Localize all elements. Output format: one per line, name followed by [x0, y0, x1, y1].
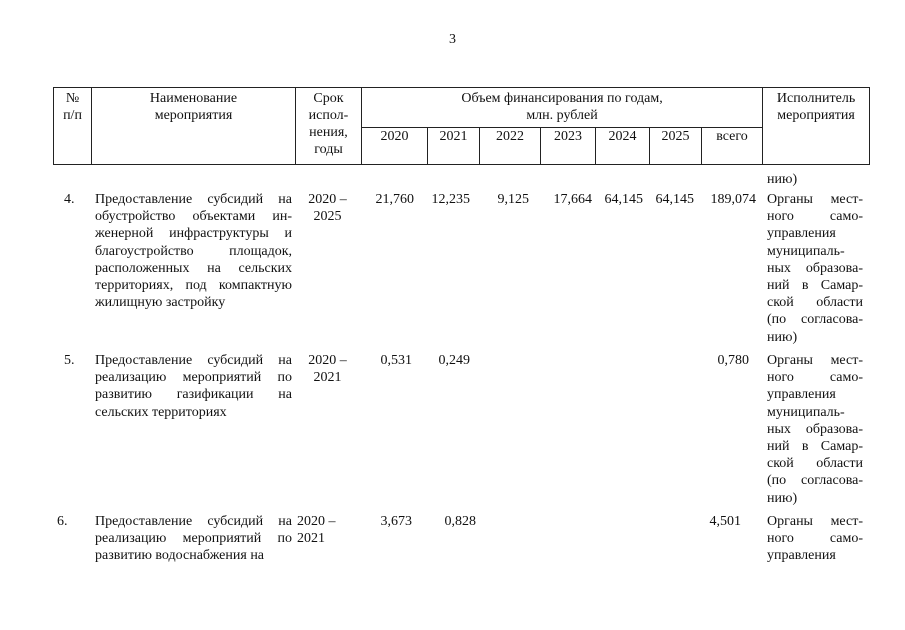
row-executor: Органы местного самоуправления муниципальных образований в Самарской области (по согласованию) [767, 353, 863, 506]
executor-carryover: нию) [767, 172, 798, 187]
row-name: Предоставление субсидий на реализацию мероприятий по развитию газификации на сельских территориях [95, 353, 292, 420]
row-name: Предоставление субсидий на обустройство объектами инженерной инфраструктуры и благоустройство площадок, расположенных на сельских территориях, под компактную жилищную застройку [95, 192, 292, 311]
row-value-total: 4,501 [709, 514, 741, 529]
row-number: 5. [64, 353, 75, 368]
header-year-2020: 2020 [362, 128, 428, 165]
header-col-number: № п/п [54, 88, 92, 165]
table-header [53, 87, 870, 165]
header-year-2024: 2024 [596, 128, 650, 165]
row-value-2023: 17,664 [553, 192, 592, 207]
row-name: Предоставление субсидий на реализацию мероприятий по развитию водоснабжения на [95, 514, 292, 564]
row-value-2025: 64,145 [655, 192, 694, 207]
row-executor: Органы местного самоуправления [767, 514, 863, 564]
page-number: 3 [449, 32, 456, 47]
header-col-executor: Исполнитель мероприятия [763, 88, 870, 165]
row-number: 6. [57, 514, 68, 529]
header-year-2022: 2022 [480, 128, 541, 165]
header-year-2023: 2023 [541, 128, 596, 165]
row-value-2022: 9,125 [497, 192, 529, 207]
header-col-funding: Объем финансирования по годам, млн. рублей [362, 88, 763, 128]
row-number: 4. [64, 192, 75, 207]
header-year-2021: 2021 [428, 128, 480, 165]
row-value-2021: 12,235 [431, 192, 470, 207]
row-value-total: 189,074 [710, 192, 756, 207]
row-value-2021: 0,249 [438, 353, 470, 368]
header-col-term: Срок испол- нения, годы [296, 88, 362, 165]
row-value-2020: 3,673 [380, 514, 412, 529]
row-value-total: 0,780 [717, 353, 749, 368]
row-term: 2020 – 2021 [297, 514, 336, 547]
header-col-name: Наименование мероприятия [92, 88, 296, 165]
row-value-2024: 64,145 [604, 192, 643, 207]
row-value-2021: 0,828 [444, 514, 476, 529]
header-year-2025: 2025 [650, 128, 702, 165]
row-term: 2020 – 2021 [308, 353, 347, 386]
row-value-2020: 21,760 [375, 192, 414, 207]
header-total: всего [702, 128, 763, 165]
row-term: 2020 – 2025 [308, 192, 347, 225]
row-executor: Органы местного самоуправления муниципальных образований в Самарской области (по согласованию) [767, 192, 863, 345]
row-value-2020: 0,531 [380, 353, 412, 368]
